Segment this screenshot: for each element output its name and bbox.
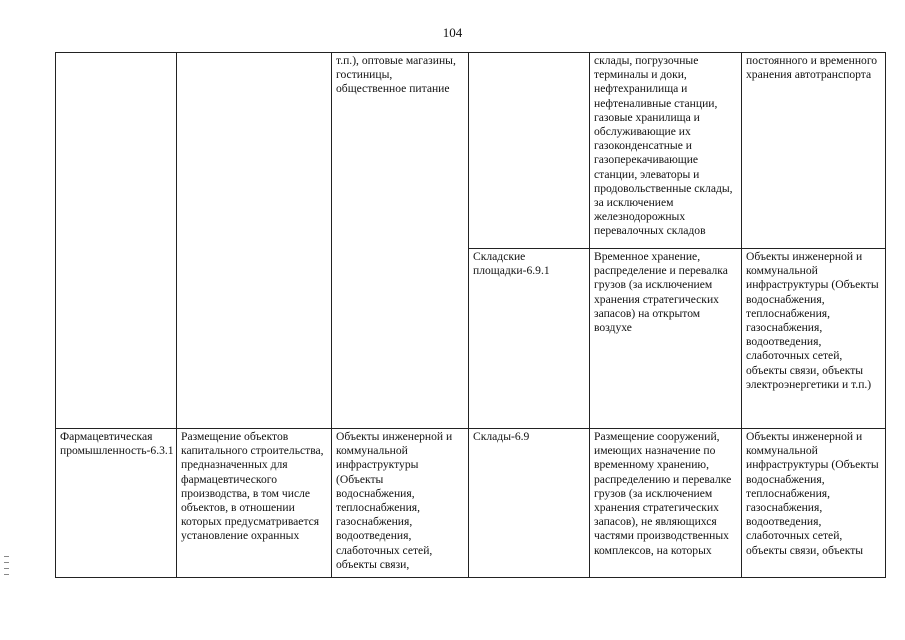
table-cell-auxiliary-objects: постоянного и временного хранения автотранспорта [742, 53, 886, 249]
table-cell-auxiliary-type: Складские площадки-6.9.1 [469, 249, 590, 429]
table-cell-activity-description: Размещение объектов капитального строительства, предназначенных для фармацевтического производства, в том числе объектов, в отношении которых предусматривается установление охранных [177, 429, 332, 578]
page-number: 104 [442, 25, 463, 40]
table-cell-permitted-objects: т.п.), оптовые магазины, гостиницы, общественное питание [332, 53, 469, 429]
table-cell-auxiliary-type [469, 53, 590, 249]
zoning-table [55, 52, 886, 578]
table-cell-activity-type: Фармацевтическая промышленность-6.3.1 [56, 429, 177, 578]
table-cell-permitted-objects: Объекты инженерной и коммунальной инфраструктуры (Объекты водоснабжения, теплоснабжения, газоснабжения, водоотведения, слаботочных сетей, объекты связи, [332, 429, 469, 578]
table-cell-activity-description [177, 53, 332, 429]
table-cell-auxiliary-objects: Объекты инженерной и коммунальной инфраструктуры (Объекты водоснабжения, теплоснабжения, газоснабжения, водоотведения, слаботочных сетей, объекты связи, объекты [742, 429, 886, 578]
table-cell-auxiliary-description: Размещение сооружений, имеющих назначение по временному хранению, распределению и перевалке грузов (за исключением хранения стратегических запасов), не являющихся частями производственных комплексов, на которых [590, 429, 742, 578]
table-cell-activity-type [56, 53, 177, 429]
table-cell-auxiliary-description: Временное хранение, распределение и перевалка грузов (за исключением хранения стратегических запасов) на открытом воздухе [590, 249, 742, 429]
table-row [56, 429, 886, 578]
margin-mark [4, 556, 10, 584]
table-cell-auxiliary-type: Склады-6.9 [469, 429, 590, 578]
table-cell-auxiliary-description: склады, погрузочные терминалы и доки, нефтехранилища и нефтеналивные станции, газовые хранилища и обслуживающие их газоконденсатные и газоперекачивающие станции, элеваторы и продовольственные склады, за исключением железнодорожных перевалочных складов [590, 53, 742, 249]
table-row [56, 53, 886, 249]
table-cell-auxiliary-objects: Объекты инженерной и коммунальной инфраструктуры (Объекты водоснабжения, теплоснабжения, газоснабжения, водоотведения, слаботочных сетей, объекты связи, объекты электроэнергетики и т.п.) [742, 249, 886, 429]
